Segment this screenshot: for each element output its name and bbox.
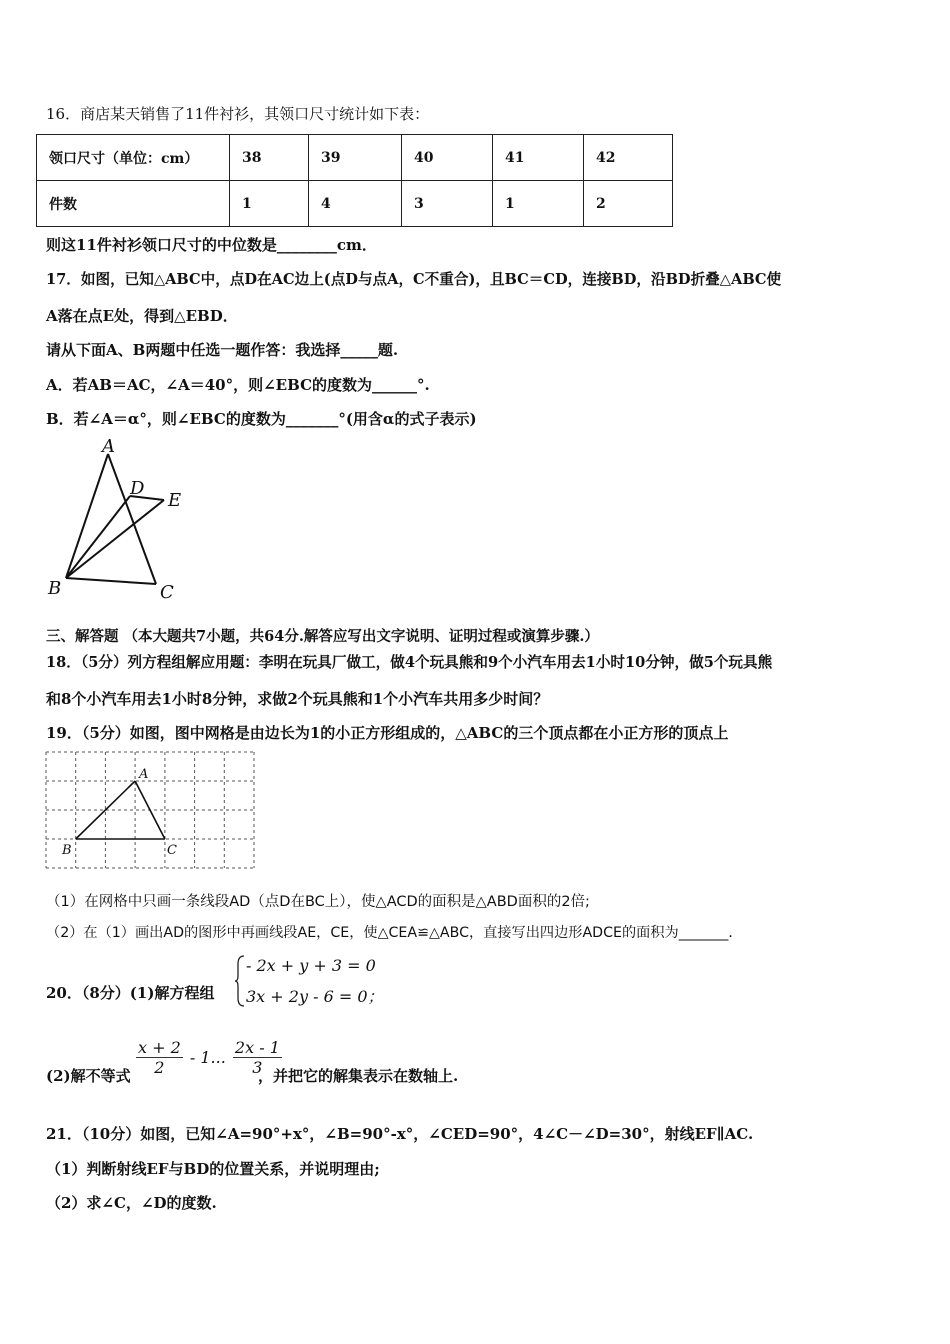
system-brace — [234, 954, 246, 1008]
fraction-numerator: x + 2 — [138, 1038, 181, 1057]
q17-line2: A落在点E处，得到△EBD． — [46, 307, 238, 325]
q19-grid-figure — [44, 750, 258, 872]
vertex-label-e: E — [168, 490, 182, 511]
vertex-label-b: B — [48, 578, 62, 599]
q17-option-b: B．若∠A＝α°，则∠EBC的度数为_______°(用含α的式子表示) — [46, 410, 477, 428]
q20-equation-1: - 2x + y + 3 = 0 — [246, 956, 376, 975]
segment-ab — [66, 454, 108, 578]
vertex-label-a: A — [139, 767, 149, 782]
q19-part2: （2）在（1）画出AD的图形中再画线段AE，CE，使△CEA≌△ABC，直接写出四边形ADCE的面积为_______． — [46, 925, 743, 941]
fraction-denominator: 2 — [154, 1058, 165, 1077]
q16-intro: 16．商店某天销售了11件衬衫，其领口尺寸统计如下表： — [46, 105, 430, 123]
table-cell: 4 — [309, 181, 402, 227]
table-cell: 41 — [493, 135, 584, 181]
segment-bd — [66, 496, 130, 578]
table-cell: 3 — [402, 181, 493, 227]
table-cell: 2 — [584, 181, 673, 227]
q20-part2-suffix: ，并把它的解集表示在数轴上. — [258, 1067, 459, 1085]
vertex-label-b: B — [62, 843, 72, 858]
fraction-denominator: 3 — [252, 1058, 263, 1077]
vertex-label-a: A — [102, 436, 115, 457]
table-cell: 39 — [309, 135, 402, 181]
q17-choose: 请从下面A、B两题中任选一题作答：我选择_____题. — [46, 341, 399, 359]
inequality-middle: - 1... — [189, 1048, 226, 1067]
segment-bc — [66, 578, 156, 584]
q17-triangle-figure — [40, 436, 200, 604]
table-header-cell: 件数 — [37, 181, 230, 227]
table-cell: 1 — [230, 181, 309, 227]
q18-line1: 18．（5分）列方程组解应用题：李明在玩具厂做工，做4个玩具熊和9个小汽车用去1小时10分钟，做5个玩具熊 — [46, 654, 773, 671]
table-cell: 1 — [493, 181, 584, 227]
q21-part2: （2）求∠C，∠D的度数. — [46, 1194, 217, 1212]
fraction-left — [136, 1038, 183, 1077]
q16-question: 则这11件衬衫领口尺寸的中位数是________cm． — [46, 236, 377, 254]
table-row — [37, 181, 673, 227]
vertex-label-d: D — [130, 478, 145, 499]
q20-part2-prefix: (2)解不等式 — [46, 1067, 131, 1085]
segment-ac — [108, 454, 156, 584]
q21-intro: 21．（10分）如图，已知∠A=90°+x°，∠B=90°-x°，∠CED=90°，4∠C－∠D=30°，射线EF∥AC. — [46, 1125, 754, 1143]
q17-option-a: A．若AB＝AC，∠A＝40°，则∠EBC的度数为______°. — [46, 376, 430, 394]
q21-part1: （1）判断射线EF与BD的位置关系，并说明理由; — [46, 1160, 380, 1178]
q20-equation-2: 3x + 2y - 6 = 0； — [246, 987, 384, 1006]
table-cell: 40 — [402, 135, 493, 181]
table-cell: 42 — [584, 135, 673, 181]
q20-part1-prefix: 20．（8分）(1)解方程组 — [46, 984, 215, 1002]
fraction-numerator: 2x - 1 — [234, 1038, 280, 1057]
q19-part1: （1）在网格中只画一条线段AD（点D在BC上），使△ACD的面积是△ABD面积的2倍; — [46, 894, 590, 910]
table-row — [37, 135, 673, 181]
collar-size-table — [36, 134, 673, 227]
table-cell: 38 — [230, 135, 309, 181]
vertex-label-c: C — [160, 582, 174, 603]
q18-line2: 和8个小汽车用去1小时8分钟，求做2个玩具熊和1个小汽车共用多少时间？ — [46, 690, 549, 708]
section-3-heading: 三、解答题 （本大题共7小题，共64分.解答应写出文字说明、证明过程或演算步骤.） — [46, 628, 599, 645]
table-header-cell: 领口尺寸（单位：cm） — [37, 135, 230, 181]
q17-line1: 17．如图，已知△ABC中，点D在AC边上(点D与点A，C不重合)，且BC＝CD，连接BD，沿BD折叠△ABC使 — [46, 271, 782, 288]
vertex-label-c: C — [167, 843, 177, 858]
q19-intro: 19．（5分）如图，图中网格是由边长为1的小正方形组成的，△ABC的三个顶点都在小正方形的顶点上 — [46, 724, 729, 742]
